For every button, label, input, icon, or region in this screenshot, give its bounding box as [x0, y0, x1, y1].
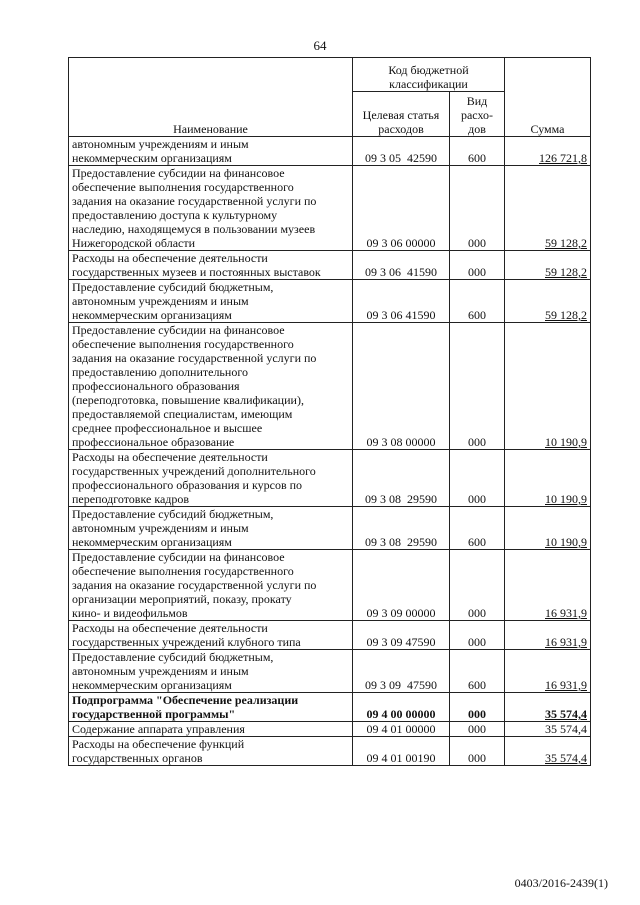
header-target-item: Целевая статья расходов [353, 92, 450, 137]
row-expense-type: 000 [450, 550, 505, 621]
row-target-item: 09 3 06 00000 [353, 166, 450, 251]
row-target-item: 09 4 01 00000 [353, 722, 450, 737]
table-body [69, 137, 591, 766]
row-target-item: 09 3 05 42590 [353, 137, 450, 166]
row-name: Расходы на обеспечение деятельности государственных музеев и постоянных выставок [69, 251, 353, 280]
table-row [69, 737, 591, 766]
table-header-row [69, 58, 591, 92]
table-row [69, 621, 591, 650]
table-row [69, 137, 591, 166]
row-expense-type: 600 [450, 650, 505, 693]
table-row [69, 323, 591, 450]
table-row [69, 507, 591, 550]
table-row [69, 550, 591, 621]
row-expense-type: 000 [450, 166, 505, 251]
row-sum: 126 721,8 [505, 137, 591, 166]
row-name: Предоставление субсидии на финансовое обеспечение выполнения государственного задания на оказание государственной услуги по организации мероприятий, показу, прокату кино- и видеофильмов [69, 550, 353, 621]
row-name: Предоставление субсидии на финансовое обеспечение выполнения государственного задания на оказание государственной услуги по предоставлению доступа к культурному наследию, находящемуся в пользовании музеев Нижегородской области [69, 166, 353, 251]
row-expense-type: 000 [450, 737, 505, 766]
row-target-item: 09 3 08 29590 [353, 450, 450, 507]
table-row [69, 650, 591, 693]
row-sum: 35 574,4 [505, 722, 591, 737]
row-target-item: 09 3 09 47590 [353, 621, 450, 650]
row-sum: 35 574,4 [505, 737, 591, 766]
row-sum: 35 574,4 [505, 693, 591, 722]
row-target-item: 09 3 06 41590 [353, 251, 450, 280]
row-expense-type: 600 [450, 280, 505, 323]
row-name: автономным учреждениям и иным некоммерческим организациям [69, 137, 353, 166]
row-expense-type: 000 [450, 693, 505, 722]
row-sum: 16 931,9 [505, 650, 591, 693]
row-expense-type: 000 [450, 251, 505, 280]
row-expense-type: 600 [450, 507, 505, 550]
header-name: Наименование [69, 58, 353, 137]
row-sum: 10 190,9 [505, 507, 591, 550]
row-sum: 10 190,9 [505, 450, 591, 507]
row-sum: 16 931,9 [505, 621, 591, 650]
row-name: Расходы на обеспечение функций государственных органов [69, 737, 353, 766]
table-row [69, 722, 591, 737]
row-target-item: 09 4 01 00190 [353, 737, 450, 766]
row-name: Предоставление субсидий бюджетным, автономным учреждениям и иным некоммерческим организациям [69, 280, 353, 323]
header-sum: Сумма [505, 58, 591, 137]
table-row [69, 251, 591, 280]
row-name: Подпрограмма "Обеспечение реализации государственной программы" [69, 693, 353, 722]
row-name: Предоставление субсидии на финансовое обеспечение выполнения государственного задания на оказание государственной услуги по предоставлению дополнительного профессионального образования (переподготовка, повышение квалификации), предоставляемой специалистам, имеющим среднее профессиональное и высшее профессиональное образование [69, 323, 353, 450]
row-target-item: 09 3 09 00000 [353, 550, 450, 621]
page-number: 64 [313, 38, 327, 53]
row-sum: 10 190,9 [505, 323, 591, 450]
table-row [69, 450, 591, 507]
row-name: Содержание аппарата управления [69, 722, 353, 737]
document-code: 0403/2016-2439(1) [514, 876, 608, 890]
row-name: Предоставление субсидий бюджетным, автономным учреждениям и иным некоммерческим организациям [69, 650, 353, 693]
header-budget-code: Код бюджетной классификации [353, 58, 505, 92]
row-sum: 59 128,2 [505, 251, 591, 280]
header-expense-type: Вид расхо-дов [450, 92, 505, 137]
row-expense-type: 600 [450, 137, 505, 166]
row-target-item: 09 3 08 29590 [353, 507, 450, 550]
row-expense-type: 000 [450, 621, 505, 650]
row-expense-type: 000 [450, 450, 505, 507]
table-row [69, 166, 591, 251]
row-name: Расходы на обеспечение деятельности государственных учреждений дополнительного профессионального образования и курсов по переподготовке кадров [69, 450, 353, 507]
row-target-item: 09 3 06 41590 [353, 280, 450, 323]
row-target-item: 09 4 00 00000 [353, 693, 450, 722]
row-sum: 16 931,9 [505, 550, 591, 621]
row-target-item: 09 3 09 47590 [353, 650, 450, 693]
row-sum: 59 128,2 [505, 166, 591, 251]
budget-table [68, 57, 591, 766]
row-sum: 59 128,2 [505, 280, 591, 323]
table-row [69, 693, 591, 722]
row-expense-type: 000 [450, 722, 505, 737]
row-name: Расходы на обеспечение деятельности государственных учреждений клубного типа [69, 621, 353, 650]
row-expense-type: 000 [450, 323, 505, 450]
row-name: Предоставление субсидий бюджетным, автономным учреждениям и иным некоммерческим организациям [69, 507, 353, 550]
row-target-item: 09 3 08 00000 [353, 323, 450, 450]
table-row [69, 280, 591, 323]
